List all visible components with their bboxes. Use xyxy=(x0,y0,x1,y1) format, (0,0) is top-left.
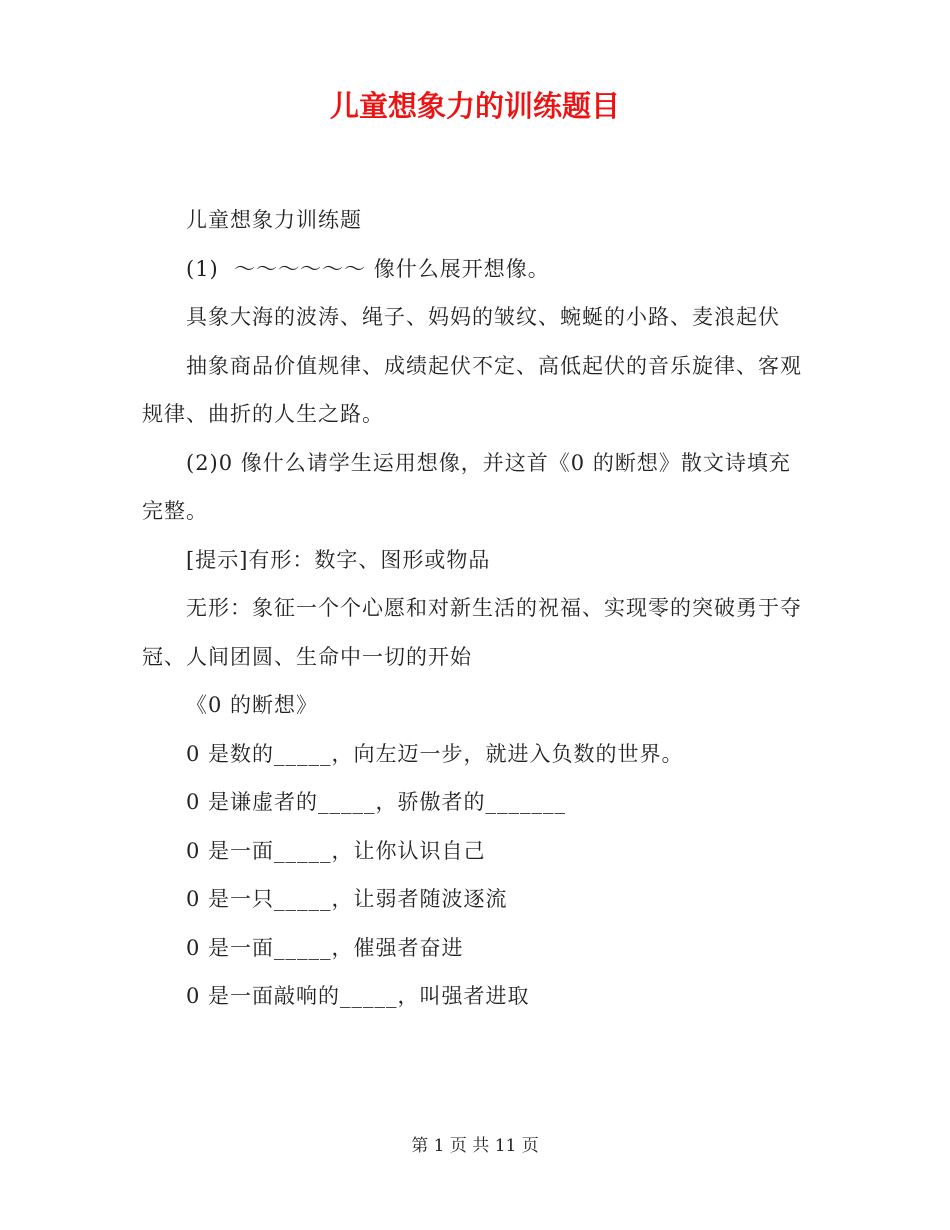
poem-line: 0 是一面_____，让你认识自己 xyxy=(186,838,486,863)
document-title: 儿童想象力的训练题目 xyxy=(329,89,620,123)
poem-line: 0 是一只_____，让弱者随波逐流 xyxy=(186,887,508,911)
paragraph-abstract-examples: 抽象商品价值规律、成绩起伏不定、高低起伏的音乐旋律、客观规律、曲折的人生之路。 xyxy=(142,353,802,426)
page-number-footer: 第 1 页 共 11 页 xyxy=(411,1136,539,1156)
paragraph-question-1: (1) ～～～～～～ 像什么展开想像。 xyxy=(186,256,550,281)
document-body xyxy=(142,196,810,1021)
paragraph-heading: 儿童想象力训练题 xyxy=(186,208,362,232)
poem-line: 0 是一面敲响的_____，叫强者进取 xyxy=(186,984,530,1008)
paragraph-hint-tangible: [提示]有形：数字、图形或物品 xyxy=(186,547,491,572)
paragraph-hint-intangible: 无形：象征一个个心愿和对新生活的祝福、实现零的突破勇于夺冠、人间团圆、生命中一切的开始 xyxy=(142,596,802,669)
poem-line: 0 是谦虚者的_____，骄傲者的_______ xyxy=(186,790,567,814)
poem-line: 0 是数的_____，向左迈一步，就进入负数的世界。 xyxy=(186,741,684,766)
poem-line: 0 是一面_____，催强者奋进 xyxy=(186,935,464,960)
poem-title: 《0 的断想》 xyxy=(186,693,319,717)
paragraph-question-2: (2)0 像什么请学生运用想像，并这首《0 的断想》散文诗填充完整。 xyxy=(142,450,791,523)
paragraph-concrete-examples: 具象大海的波涛、绳子、妈妈的皱纹、蜿蜒的小路、麦浪起伏 xyxy=(186,305,780,329)
